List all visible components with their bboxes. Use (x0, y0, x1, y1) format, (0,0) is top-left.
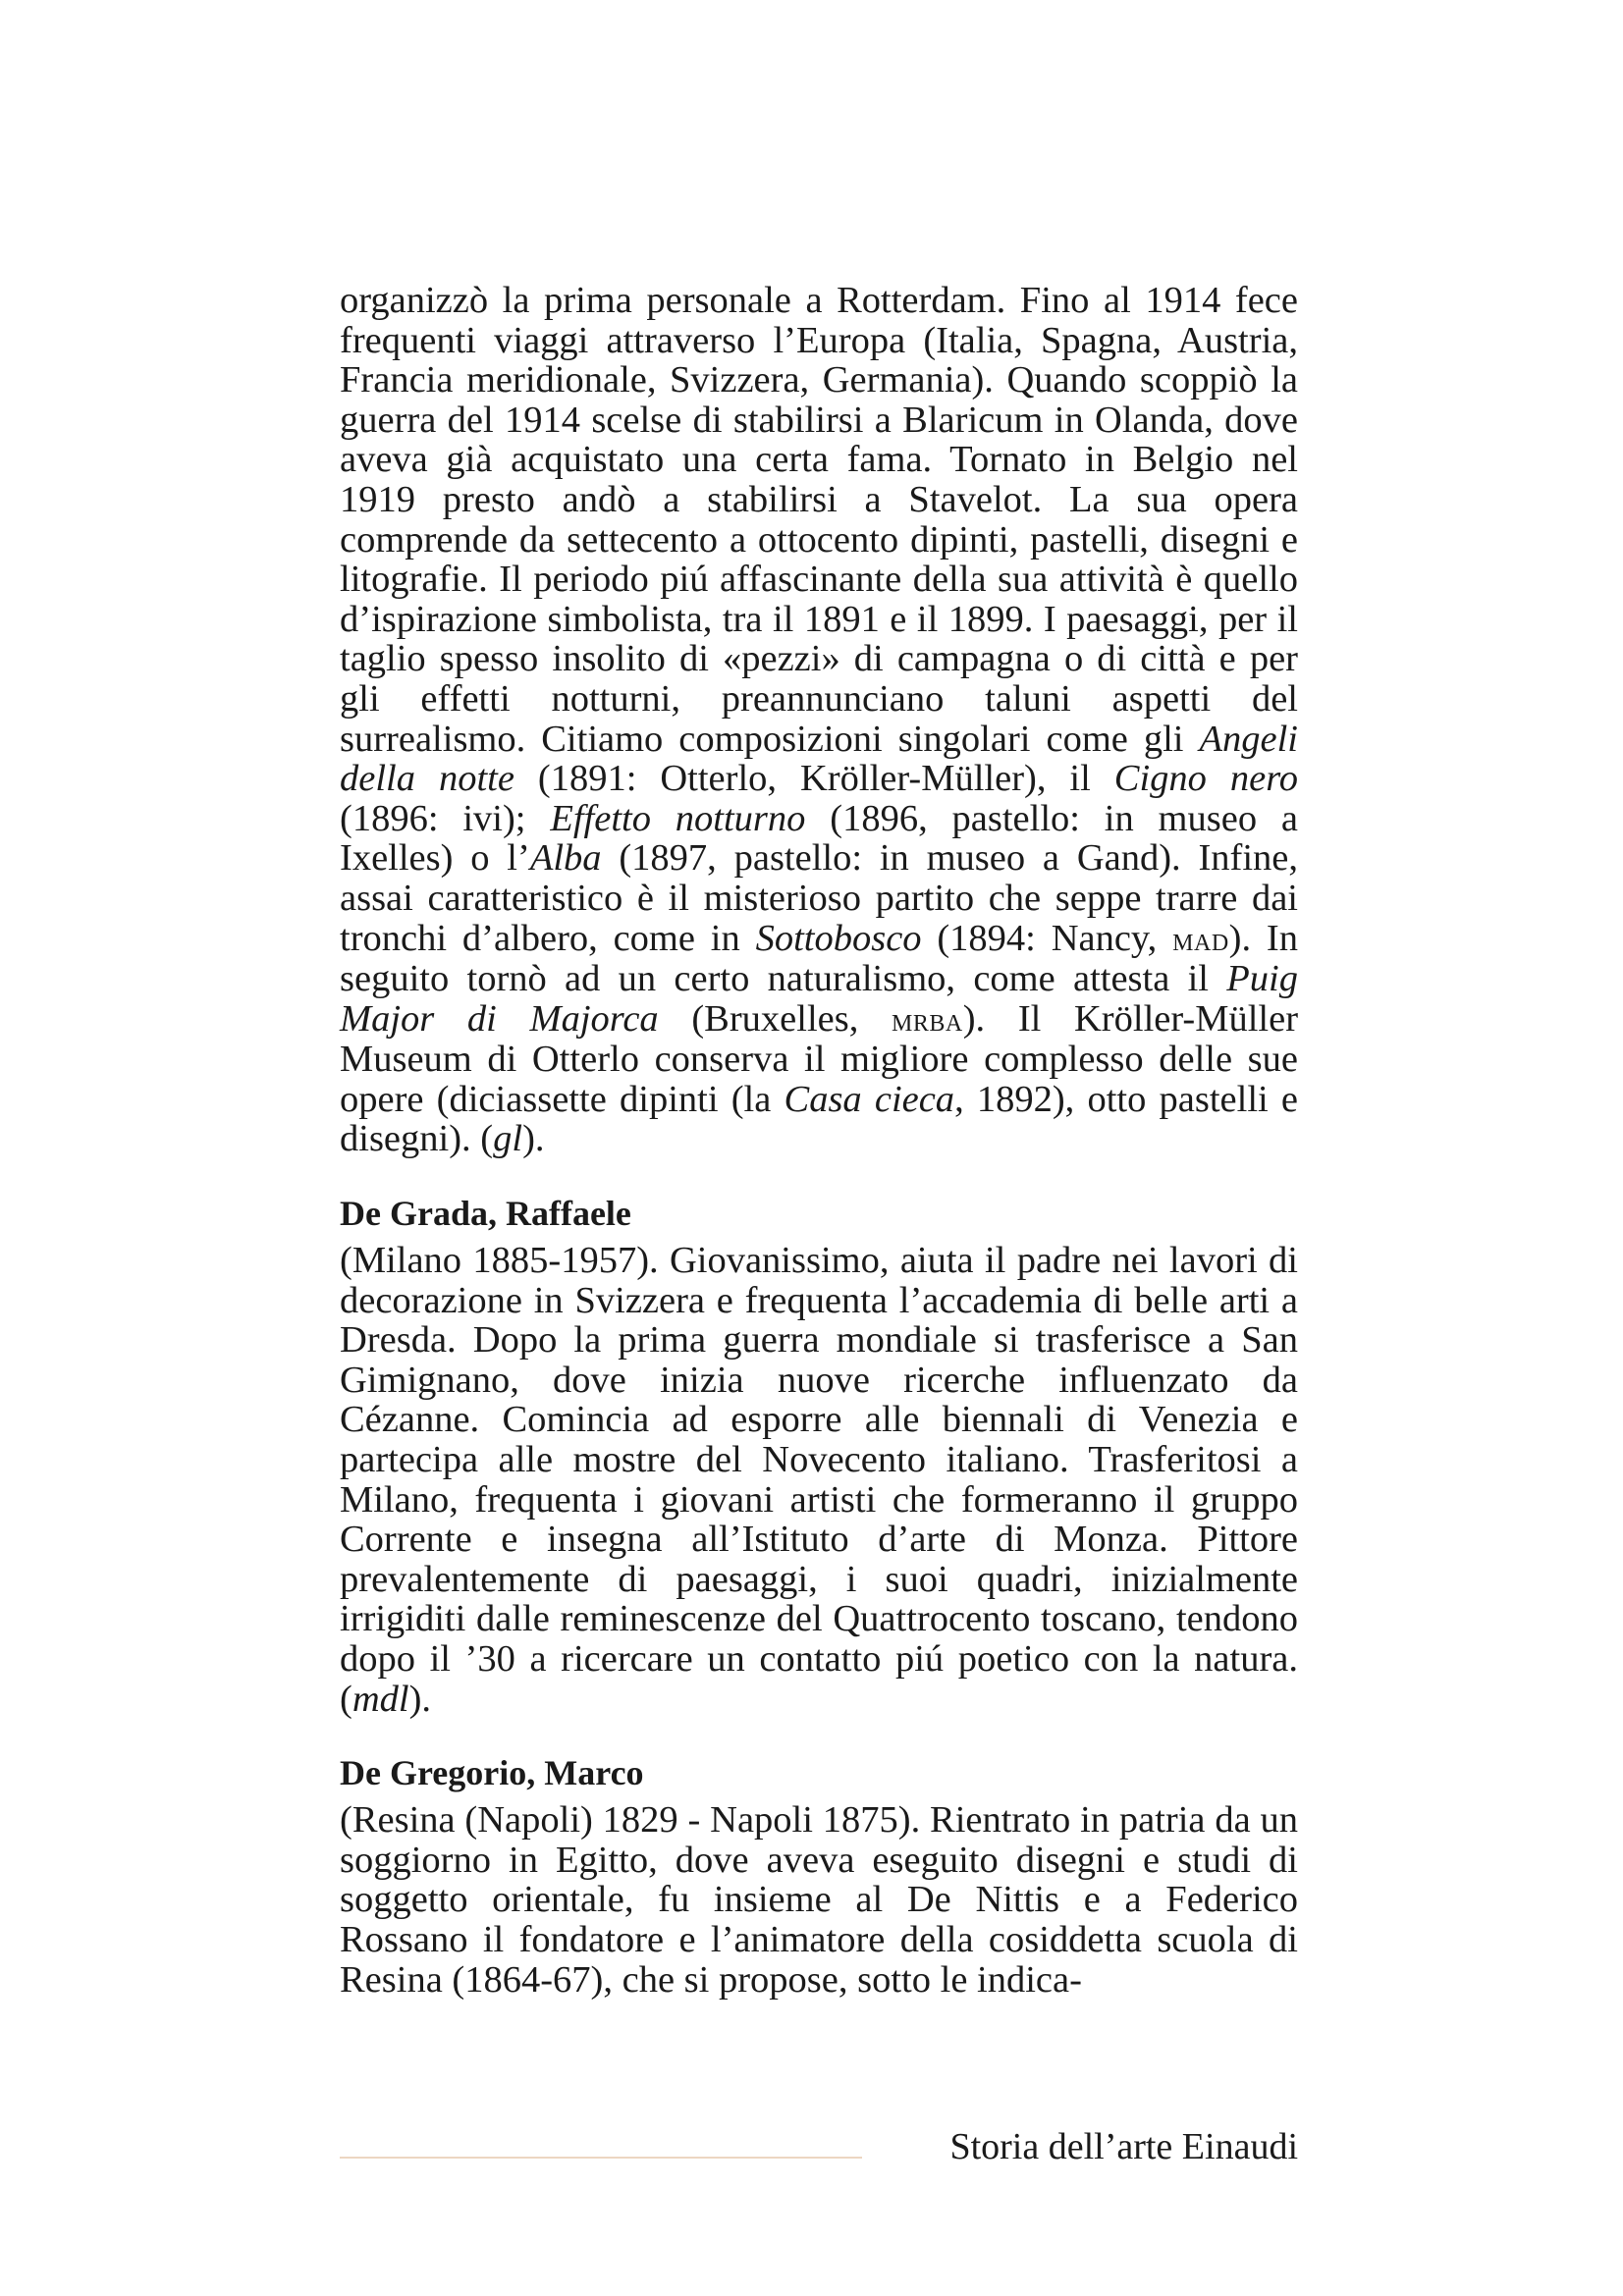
entry-text-de-grada: (Milano 1885-1957). Giovanissimo, aiuta il padre nei lavori di decorazione in Svizzera e frequenta l’accademia di belle arti a Dresda. Dopo la prima guerra mondiale si trasferisce a San Gimignano, dove inizia nuove ricerche influenzato da Cézanne. Comincia ad esporre alle biennali di Venezia e partecipa alle mostre del Novecento italiano. Trasferitosi a Milano, frequenta i giovani artisti che formeranno il gruppo Corrente e insegna all’Istituto d’arte di Monza. Pittore prevalentemente di paesaggi, i suoi quadri, inizialmente irrigiditi dalle reminescenze del Quattrocento toscano, tendono dopo il ’30 a ricercare un contatto piú poetico con la natura. (mdl). (340, 1240, 1298, 1720)
entry-heading-de-grada: De Grada, Raffaele (340, 1194, 631, 1234)
work-title: Casa cieca (784, 1078, 955, 1120)
work-title: Effetto notturno (550, 797, 806, 839)
footer-divider (340, 2157, 862, 2159)
entry-heading-de-gregorio: De Gregorio, Marco (340, 1753, 644, 1793)
author-initials: gl (493, 1118, 523, 1160)
author-initials: mdl (352, 1678, 409, 1720)
entry-continued-text: organizzò la prima personale a Rotterdam. Fino al 1914 fece frequenti viaggi attraverso l’Europa (Italia, Spagna, Austria, Francia meridionale, Svizzera, Germania). Quando scoppiò la guerra del 1914 scelse di stabilirsi a Blaricum in Olanda, dove aveva già acquistato una certa fama. Tornato in Belgio nel 1919 presto andò a stabilirsi a Stavelot. La sua opera comprende da settecento a ottocento dipinti, pastelli, disegni e litografie. Il periodo piú affascinante della sua attività è quello d’ispirazione simbolista, tra il 1891 e il 1899. I paesaggi, per il taglio spesso insolito di «pezzi» di campagna o di città e per gli effetti notturni, preannunciano taluni aspetti del surrealismo. Citiamo composizioni singolari come gli Angeli della notte (1891: Otterlo, Kröller-Müller), il Cigno nero (1896: ivi); Effetto notturno (1896, pastello: in museo a Ixelles) o l’Alba (1897, pastello: in museo a Gand). Infine, assai caratteristico è il misterioso partito che seppe trarre dai tronchi d’albero, come in Sottobosco (1894: Nancy, mad). In seguito tornò ad un certo naturalismo, come attesta il Puig Major di Majorca (Bruxelles, mrba). Il Kröller-Müller Museum di Otterlo conserva il migliore complesso delle sue opere (diciassette dipinti (la Casa cieca, 1892), otto pastelli e disegni). (gl). (340, 280, 1299, 1160)
work-title: Sottobosco (755, 917, 922, 959)
work-title: Alba (529, 837, 602, 880)
museum-abbreviation: mrba (892, 1000, 963, 1039)
work-title: Angeli della notte (340, 718, 1298, 800)
work-title: Puig Major di Majorca (340, 958, 1298, 1040)
work-title: Cigno nero (1113, 758, 1299, 800)
museum-abbreviation: mad (1172, 920, 1229, 958)
page-text (340, 281, 1298, 2000)
footer-title: Storia dell’arte Einaudi (949, 2126, 1298, 2167)
entry-text-de-gregorio: (Resina (Napoli) 1829 - Napoli 1875). Rientrato in patria da un soggiorno in Egitto, dove aveva eseguito disegni e studi di soggetto orientale, fu insieme al De Nittis e a Federico Rossano il fondatore e l’animatore della cosiddetta scuola di Resina (1864-67), che si propose, sotto le indica- (340, 1799, 1298, 2001)
